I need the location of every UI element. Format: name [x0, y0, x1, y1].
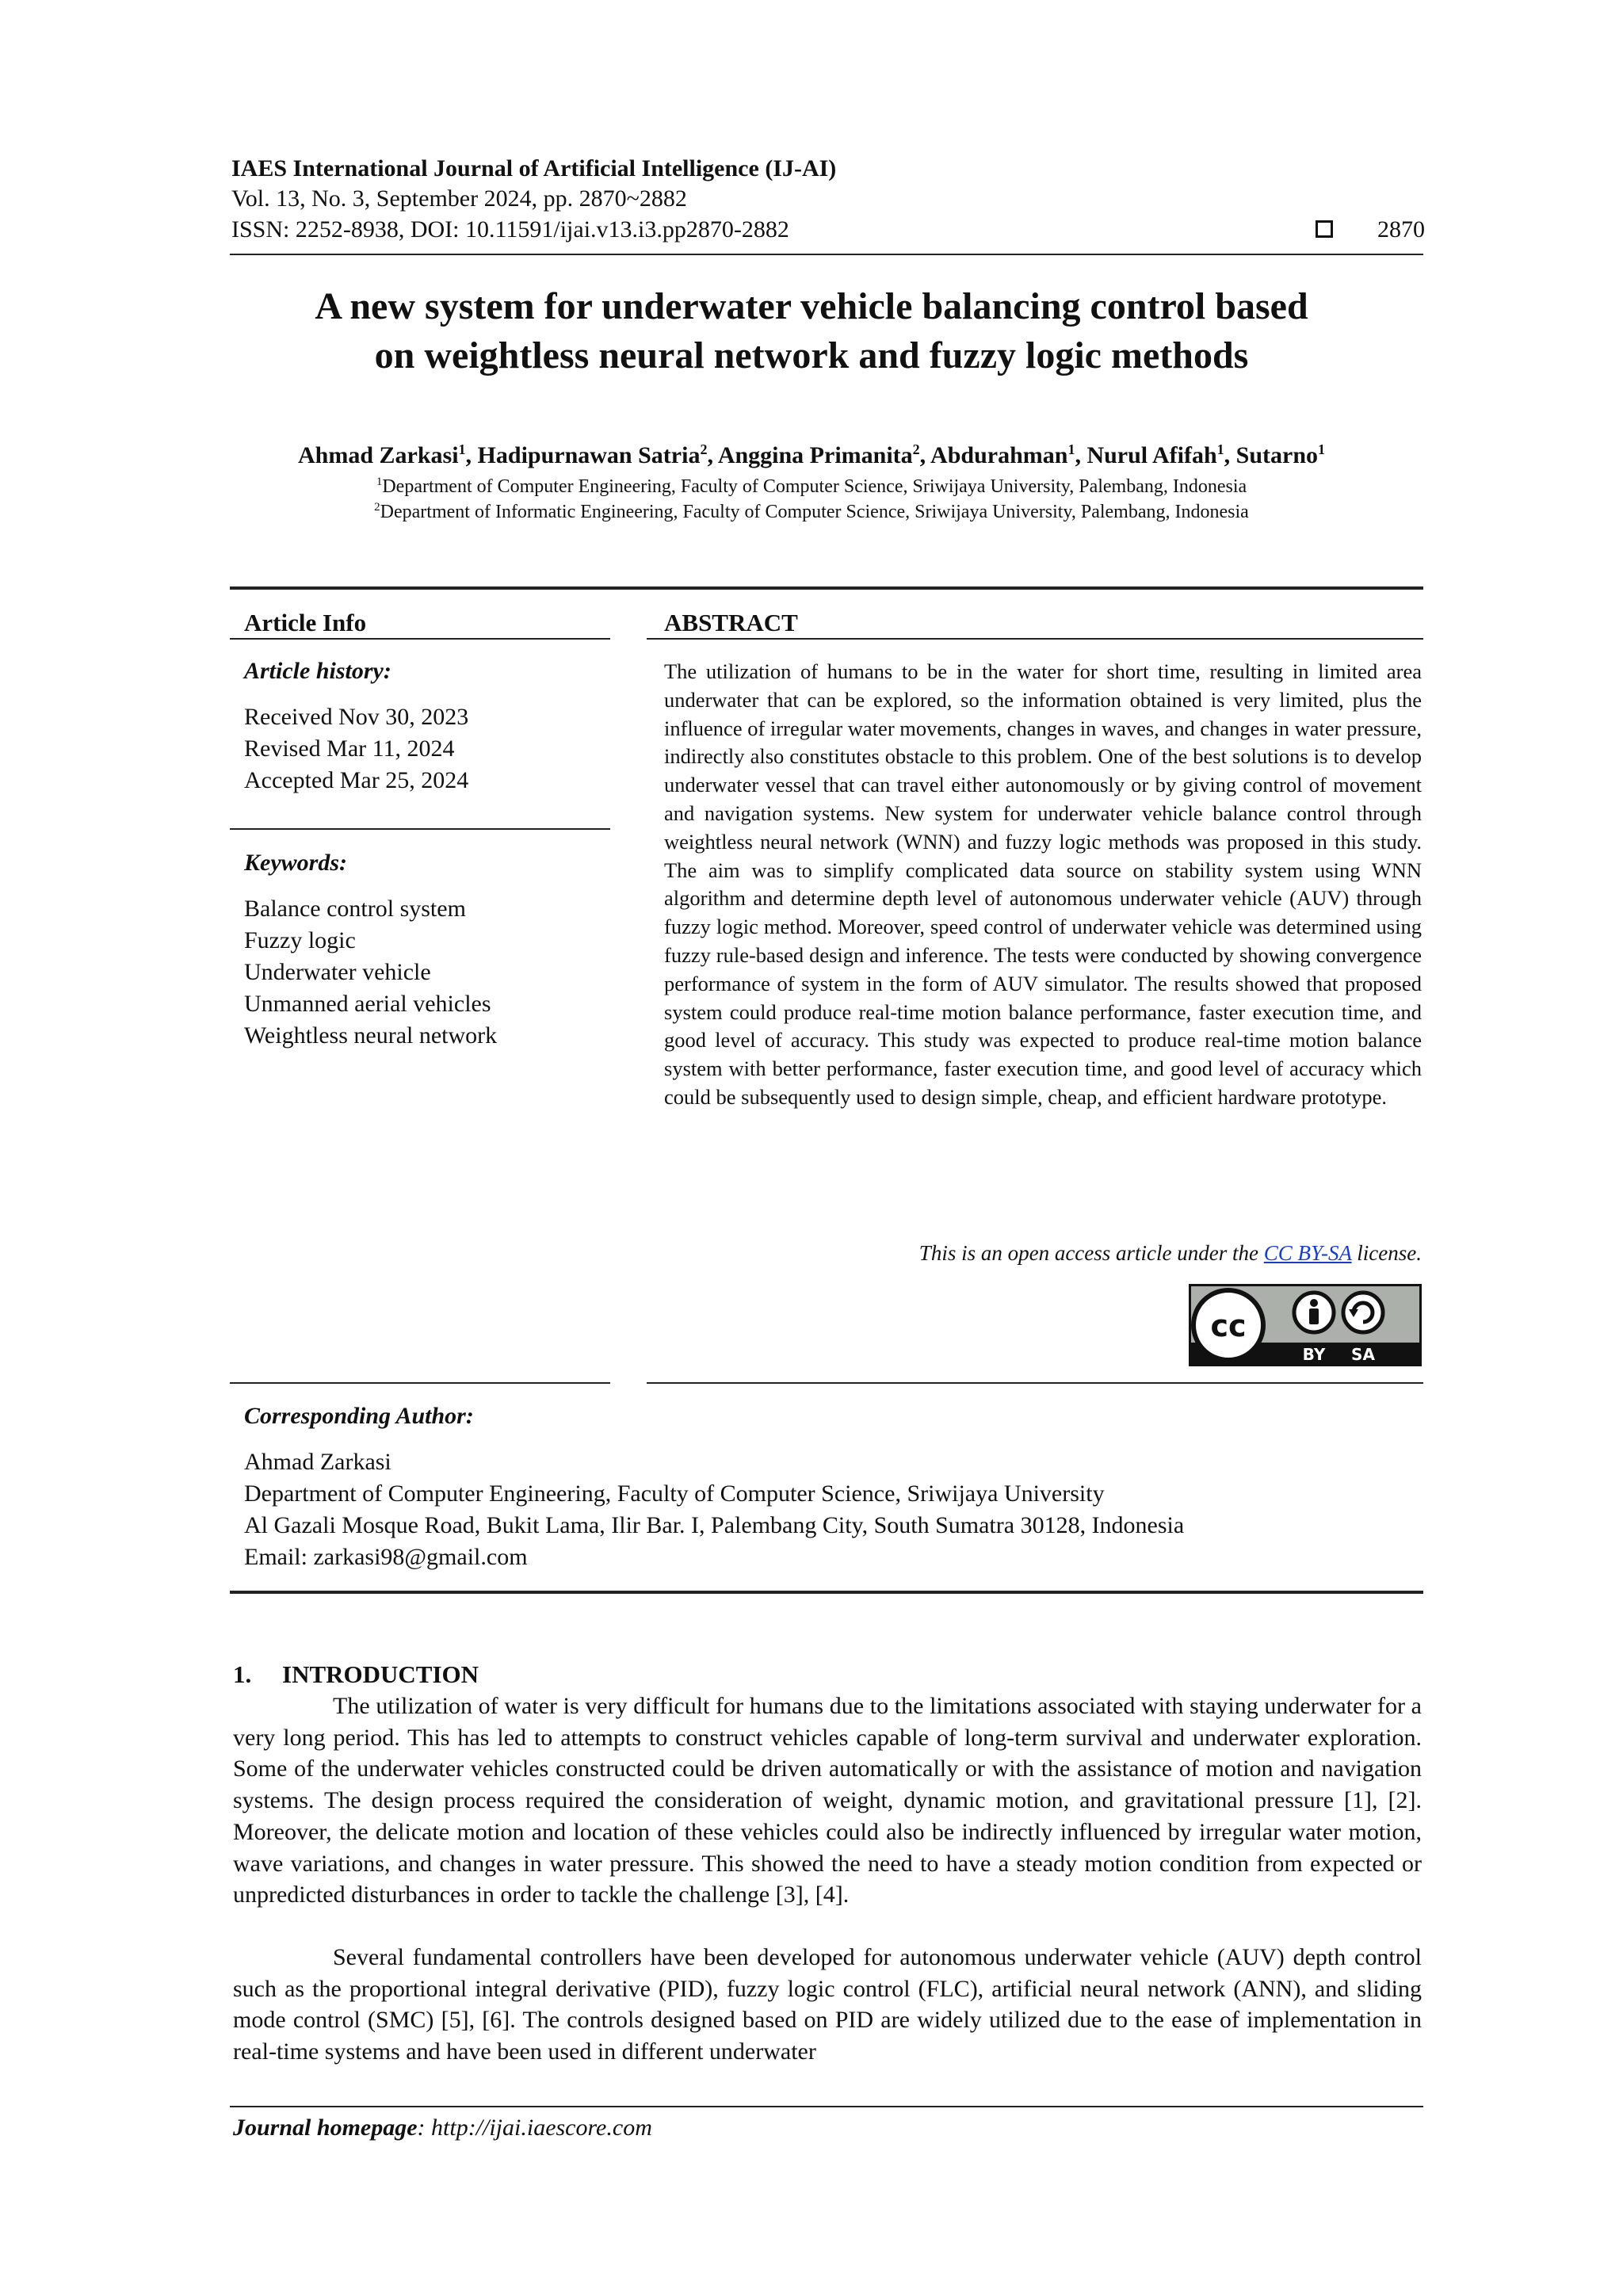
info-head-rule-right	[647, 638, 1423, 640]
title-line-1: A new system for underwater vehicle balancing control based	[315, 285, 1308, 327]
abstract-text: The utilization of humans to be in the water for short time, resulting in limited area underwater that can be explored, so the information obtained is very limited, plus the influence of irregular water movements, changes in waves, and changes in water pressure, indirectly also constitutes obstacle to this problem. One of the best solutions is to develop underwater vessel that can travel either autonomously or by giving control of movement and navigation systems. New system for underwater vehicle balance control through weightless neural network (WNN) and fuzzy logic methods was proposed in this study. The aim was to simplify complicated data source on stability system using WNN algorithm and determine depth level of autonomous underwater vehicle (AUV) through fuzzy logic method. Moreover, speed control of underwater vehicle was determined using fuzzy rule-based design and inference. The tests were conducted by showing convergence performance of system in the form of AUV simulator. The results showed that proposed system could produce real-time motion balance performance, faster execution time, and good level of accuracy. This study was expected to produce real-time motion balance system with better performance, faster execution time, and good level of accuracy which could be subsequently used to design simple, cheap, and efficient hardware prototype.	[664, 659, 1422, 1109]
introduction-paragraph-2: Several fundamental controllers have been developed for autonomous underwater vehicle (AUV) depth control such as the proportional integral derivative (PID), fuzzy logic control (FLC), artificial neural network (ANN), and sliding mode control (SMC) [5], [6]. The controls designed based on PID are widely utilized due to the ease of implementation in real-time systems and have been used in different underwater	[233, 1944, 1422, 2065]
homepage-url[interactable]: : http://ijai.iaescore.com	[417, 2115, 652, 2141]
abstract-heading: ABSTRACT	[664, 609, 798, 636]
keyword-item: Unmanned aerial vehicles	[244, 991, 491, 1017]
corresponding-bottom-rule	[230, 1591, 1423, 1594]
square-bullet-icon	[1316, 220, 1333, 238]
accepted-date: Accepted Mar 25, 2024	[244, 767, 469, 793]
history-keywords-rule	[230, 828, 610, 830]
author-list: Ahmad Zarkasi$^1$, Hadipurnawan Satria$^2$, Anggina Primanita$^2$, Abdurahman$^1$, Nurul Afifah$^1$, Sutarno$^1$	[298, 441, 1325, 468]
affiliation-1: $^1$Department of Computer Engineering, Faculty of Computer Science, Sriwijaya University, Palembang, Indonesia	[376, 476, 1247, 497]
badge-by-label: BY	[1302, 1345, 1326, 1364]
author-name: Abdurahman	[930, 442, 1068, 468]
journal-name: IAES International Journal of Artificial Intelligence (IJ-AI)	[231, 155, 837, 181]
corresponding-department: Department of Computer Engineering, Faculty of Computer Science, Sriwijaya University	[244, 1480, 1105, 1507]
info-bottom-rule-left	[230, 1382, 610, 1384]
info-head-rule-left	[230, 638, 610, 640]
homepage-label: Journal homepage	[233, 2115, 418, 2141]
affiliation-2: $^2$Department of Informatic Engineering, Faculty of Computer Science, Sriwijaya University, Palembang, Indonesia	[374, 501, 1249, 522]
corresponding-name: Ahmad Zarkasi	[244, 1449, 391, 1475]
footer-rule	[230, 2106, 1423, 2107]
license-statement: This is an open access article under the CC BY-SA license.	[918, 1241, 1422, 1265]
paper-title	[198, 282, 1425, 380]
introduction-heading: 1. INTRODUCTION	[233, 1660, 479, 1688]
journal-volume: Vol. 13, No. 3, September 2024, pp. 2870~2882	[231, 185, 687, 212]
keyword-item: Balance control system	[244, 896, 466, 922]
corresponding-address: Al Gazali Mosque Road, Bukit Lama, Ilir Bar. I, Palembang City, South Sumatra 30128, Indonesia	[244, 1512, 1185, 1538]
keyword-item: Weightless neural network	[244, 1022, 498, 1049]
author-name: Sutarno	[1235, 442, 1318, 468]
revised-date: Revised Mar 11, 2024	[244, 735, 455, 762]
header-rule	[230, 254, 1423, 255]
cc-by-sa-badge-icon[interactable]	[1189, 1284, 1422, 1366]
journal-issn-doi: ISSN: 2252-8938, DOI: 10.11591/ijai.v13.i3.pp2870-2882	[231, 216, 789, 243]
cc-by-sa-link[interactable]: CC BY-SA	[1263, 1241, 1352, 1265]
keyword-item: Fuzzy logic	[244, 927, 356, 953]
corresponding-author-heading: Corresponding Author:	[244, 1403, 474, 1429]
article-history-heading: Article history:	[244, 658, 391, 684]
info-bottom-rule-right	[647, 1382, 1423, 1384]
corresponding-email[interactable]: Email: zarkasi98@gmail.com	[244, 1544, 528, 1570]
received-date: Received Nov 30, 2023	[244, 704, 469, 730]
journal-homepage	[233, 2115, 652, 2141]
author-name: Nurul Afifah	[1086, 442, 1217, 468]
badge-sa-label: SA	[1351, 1345, 1375, 1364]
page-number: 2870	[1377, 216, 1425, 243]
keyword-item: Underwater vehicle	[244, 959, 431, 985]
title-line-2: on weightless neural network and fuzzy logic methods	[374, 334, 1249, 376]
svg-text:cc: cc	[1210, 1308, 1247, 1343]
introduction-paragraph-1: The utilization of water is very difficult for humans due to the limitations associated with staying underwater for a very long period. This has led to attempts to construct vehicles capable of long-term survival and underwater exploration. Some of the underwater vehicles constructed could be driven automatically or with the assistance of motion and navigation systems. The design process required the consideration of weight, dynamic motion, and gravitational pressure [1], [2]. Moreover, the delicate motion and location of these vehicles could also be indirectly influenced by irregular water motion, wave variations, and changes in water pressure. This showed the need to have a steady motion condition from expected or unpredicted disturbances in order to tackle the challenge [3], [4].	[233, 1693, 1422, 1908]
article-info-heading: Article Info	[244, 609, 367, 636]
author-name: Hadipurnawan Satria	[477, 442, 701, 468]
keywords-heading: Keywords:	[244, 850, 347, 876]
info-top-rule	[230, 586, 1423, 590]
author-name: Anggina Primanita	[717, 442, 913, 468]
author-name: Ahmad Zarkasi	[298, 442, 459, 468]
